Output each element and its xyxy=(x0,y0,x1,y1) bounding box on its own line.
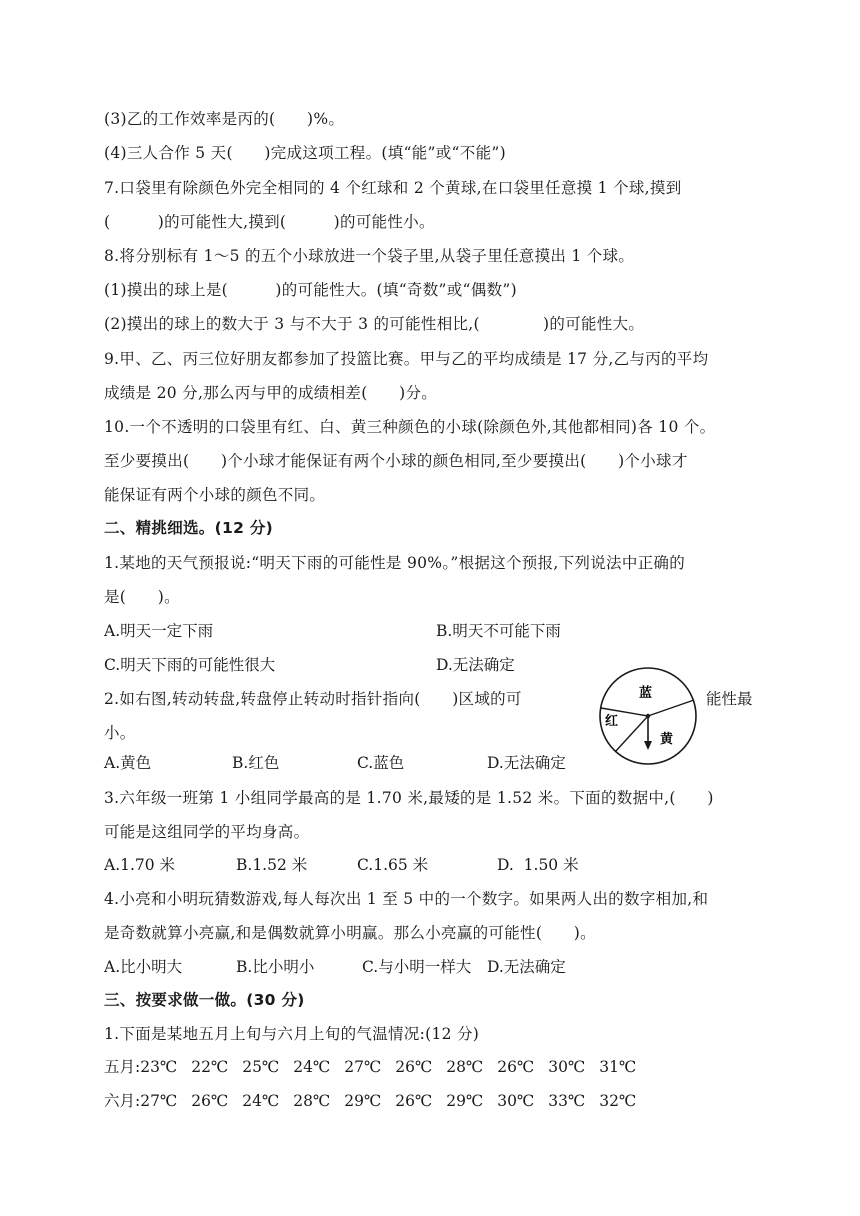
question-7-line-2: ( )的可能性大,摸到( )的可能性小。 xyxy=(104,213,435,231)
q4-option-c: C.与小明一样大 xyxy=(362,958,472,976)
june-temp: 29℃ xyxy=(446,1092,484,1110)
q4-option-a: A.比小明大 xyxy=(104,958,183,976)
q3-option-c: C.1.65 米 xyxy=(357,856,429,874)
section-2-heading: 二、精挑细选。(12 分) xyxy=(104,519,274,537)
june-temp: 26℃ xyxy=(395,1092,433,1110)
q1-option-d: D.无法确定 xyxy=(436,656,515,674)
q1-option-c: C.明天下雨的可能性很大 xyxy=(104,656,276,674)
q2-option-a: A.黄色 xyxy=(104,754,152,772)
mc-question-4-line-1: 4.小亮和小明玩猜数游戏,每人每次出 1 至 5 中的一个数字。如果两人出的数字相加,和 xyxy=(104,890,709,908)
may-temp: 24℃ xyxy=(293,1058,331,1076)
june-temperature-row xyxy=(104,1091,650,1111)
q3-option-d: D. 1.50 米 xyxy=(497,856,579,874)
line-q6-4: (4)三人合作 5 天( )完成这项工程。(填“能”或“不能”) xyxy=(104,144,506,162)
june-temp: 24℃ xyxy=(242,1092,280,1110)
q2-option-c: C.蓝色 xyxy=(357,754,405,772)
line-q6-3: (3)乙的工作效率是丙的( )%。 xyxy=(104,110,345,128)
q3-option-a: A.1.70 米 xyxy=(104,856,176,874)
mc-question-3-line-1: 3.六年级一班第 1 小组同学最高的是 1.70 米,最矮的是 1.52 米。下面的数据中,( ) xyxy=(104,789,714,807)
question-7-line-1: 7.口袋里有除颜色外完全相同的 4 个红球和 2 个黄球,在口袋里任意摸 1 个球,摸到 xyxy=(104,179,682,197)
may-temp: 25℃ xyxy=(242,1058,280,1076)
q2-option-d: D.无法确定 xyxy=(487,754,566,772)
spinner-divider-bottom xyxy=(615,716,648,752)
mc-question-1-line-1: 1.某地的天气预报说:“明天下雨的可能性是 90%。”根据这个预报,下列说法中正确的 xyxy=(104,554,686,572)
june-temp: 32℃ xyxy=(599,1092,637,1110)
spinner-diagram xyxy=(597,665,699,767)
question-8-sub-1: (1)摸出的球上是( )的可能性大。(填“奇数”或“偶数”) xyxy=(104,281,517,299)
spinner-label-red: 红 xyxy=(605,714,619,729)
june-temp: 28℃ xyxy=(293,1092,331,1110)
june-temp: 26℃ xyxy=(191,1092,229,1110)
spinner-label-blue: 蓝 xyxy=(639,686,653,701)
question-10-line-3: 能保证有两个小球的颜色不同。 xyxy=(104,486,326,504)
mc-question-2-line-1-tail: 能性最 xyxy=(706,690,753,708)
question-8-sub-2: (2)摸出的球上的数大于 3 与不大于 3 的可能性相比,( )的可能性大。 xyxy=(104,315,645,333)
q1-option-a: A.明天一定下雨 xyxy=(104,622,214,640)
question-10-line-2: 至少要摸出( )个小球才能保证有两个小球的颜色相同,至少要摸出( )个小球才 xyxy=(104,452,688,470)
mc-question-2-line-2: 小。 xyxy=(104,724,136,742)
section-3-heading: 三、按要求做一做。(30 分) xyxy=(104,991,305,1009)
mc-question-1-line-2: 是( )。 xyxy=(104,588,180,606)
q3-option-b: B.1.52 米 xyxy=(236,856,308,874)
mc-question-4-line-2: 是奇数就算小亮赢,和是偶数就算小明赢。那么小亮赢的可能性( )。 xyxy=(104,924,596,942)
may-temp: 26℃ xyxy=(497,1058,535,1076)
may-temp: 31℃ xyxy=(599,1058,637,1076)
may-temp: 28℃ xyxy=(446,1058,484,1076)
may-label: 五月: xyxy=(104,1058,141,1076)
question-9-line-2: 成绩是 20 分,那么丙与甲的成绩相差( )分。 xyxy=(104,384,438,402)
may-temp: 30℃ xyxy=(548,1058,586,1076)
june-temp: 33℃ xyxy=(548,1092,586,1110)
spinner-divider-right xyxy=(648,700,694,716)
mc-question-3-line-2: 可能是这组同学的平均身高。 xyxy=(104,823,310,841)
june-temp: 30℃ xyxy=(497,1092,535,1110)
question-8-line-1: 8.将分别标有 1～5 的五个小球放进一个袋子里,从袋子里任意摸出 1 个球。 xyxy=(104,247,635,265)
q4-option-d: D.无法确定 xyxy=(487,958,566,976)
june-temp: 27℃ xyxy=(140,1092,178,1110)
may-temp: 23℃ xyxy=(140,1058,178,1076)
q1-option-b: B.明天不可能下雨 xyxy=(436,622,561,640)
q2-option-b: B.红色 xyxy=(232,754,280,772)
question-10-line-1: 10.一个不透明的口袋里有红、白、黄三种颜色的小球(除颜色外,其他都相同)各 10 个。 xyxy=(104,418,716,436)
june-temp: 29℃ xyxy=(344,1092,382,1110)
may-temp: 27℃ xyxy=(344,1058,382,1076)
mc-question-2-line-1: 2.如右图,转动转盘,转盘停止转动时指针指向( )区域的可 xyxy=(104,690,522,708)
question-9-line-1: 9.甲、乙、丙三位好朋友都参加了投篮比赛。甲与乙的平均成绩是 17 分,乙与丙的平均 xyxy=(104,350,709,368)
problem-1-intro: 1.下面是某地五月上旬与六月上旬的气温情况:(12 分) xyxy=(104,1025,480,1043)
may-temperature-row xyxy=(104,1057,650,1077)
may-temp: 26℃ xyxy=(395,1058,433,1076)
spinner-label-yellow: 黄 xyxy=(660,732,674,747)
q4-option-b: B.比小明小 xyxy=(236,958,315,976)
may-temp: 22℃ xyxy=(191,1058,229,1076)
spinner-pointer-head xyxy=(644,741,652,750)
june-label: 六月: xyxy=(104,1092,141,1110)
